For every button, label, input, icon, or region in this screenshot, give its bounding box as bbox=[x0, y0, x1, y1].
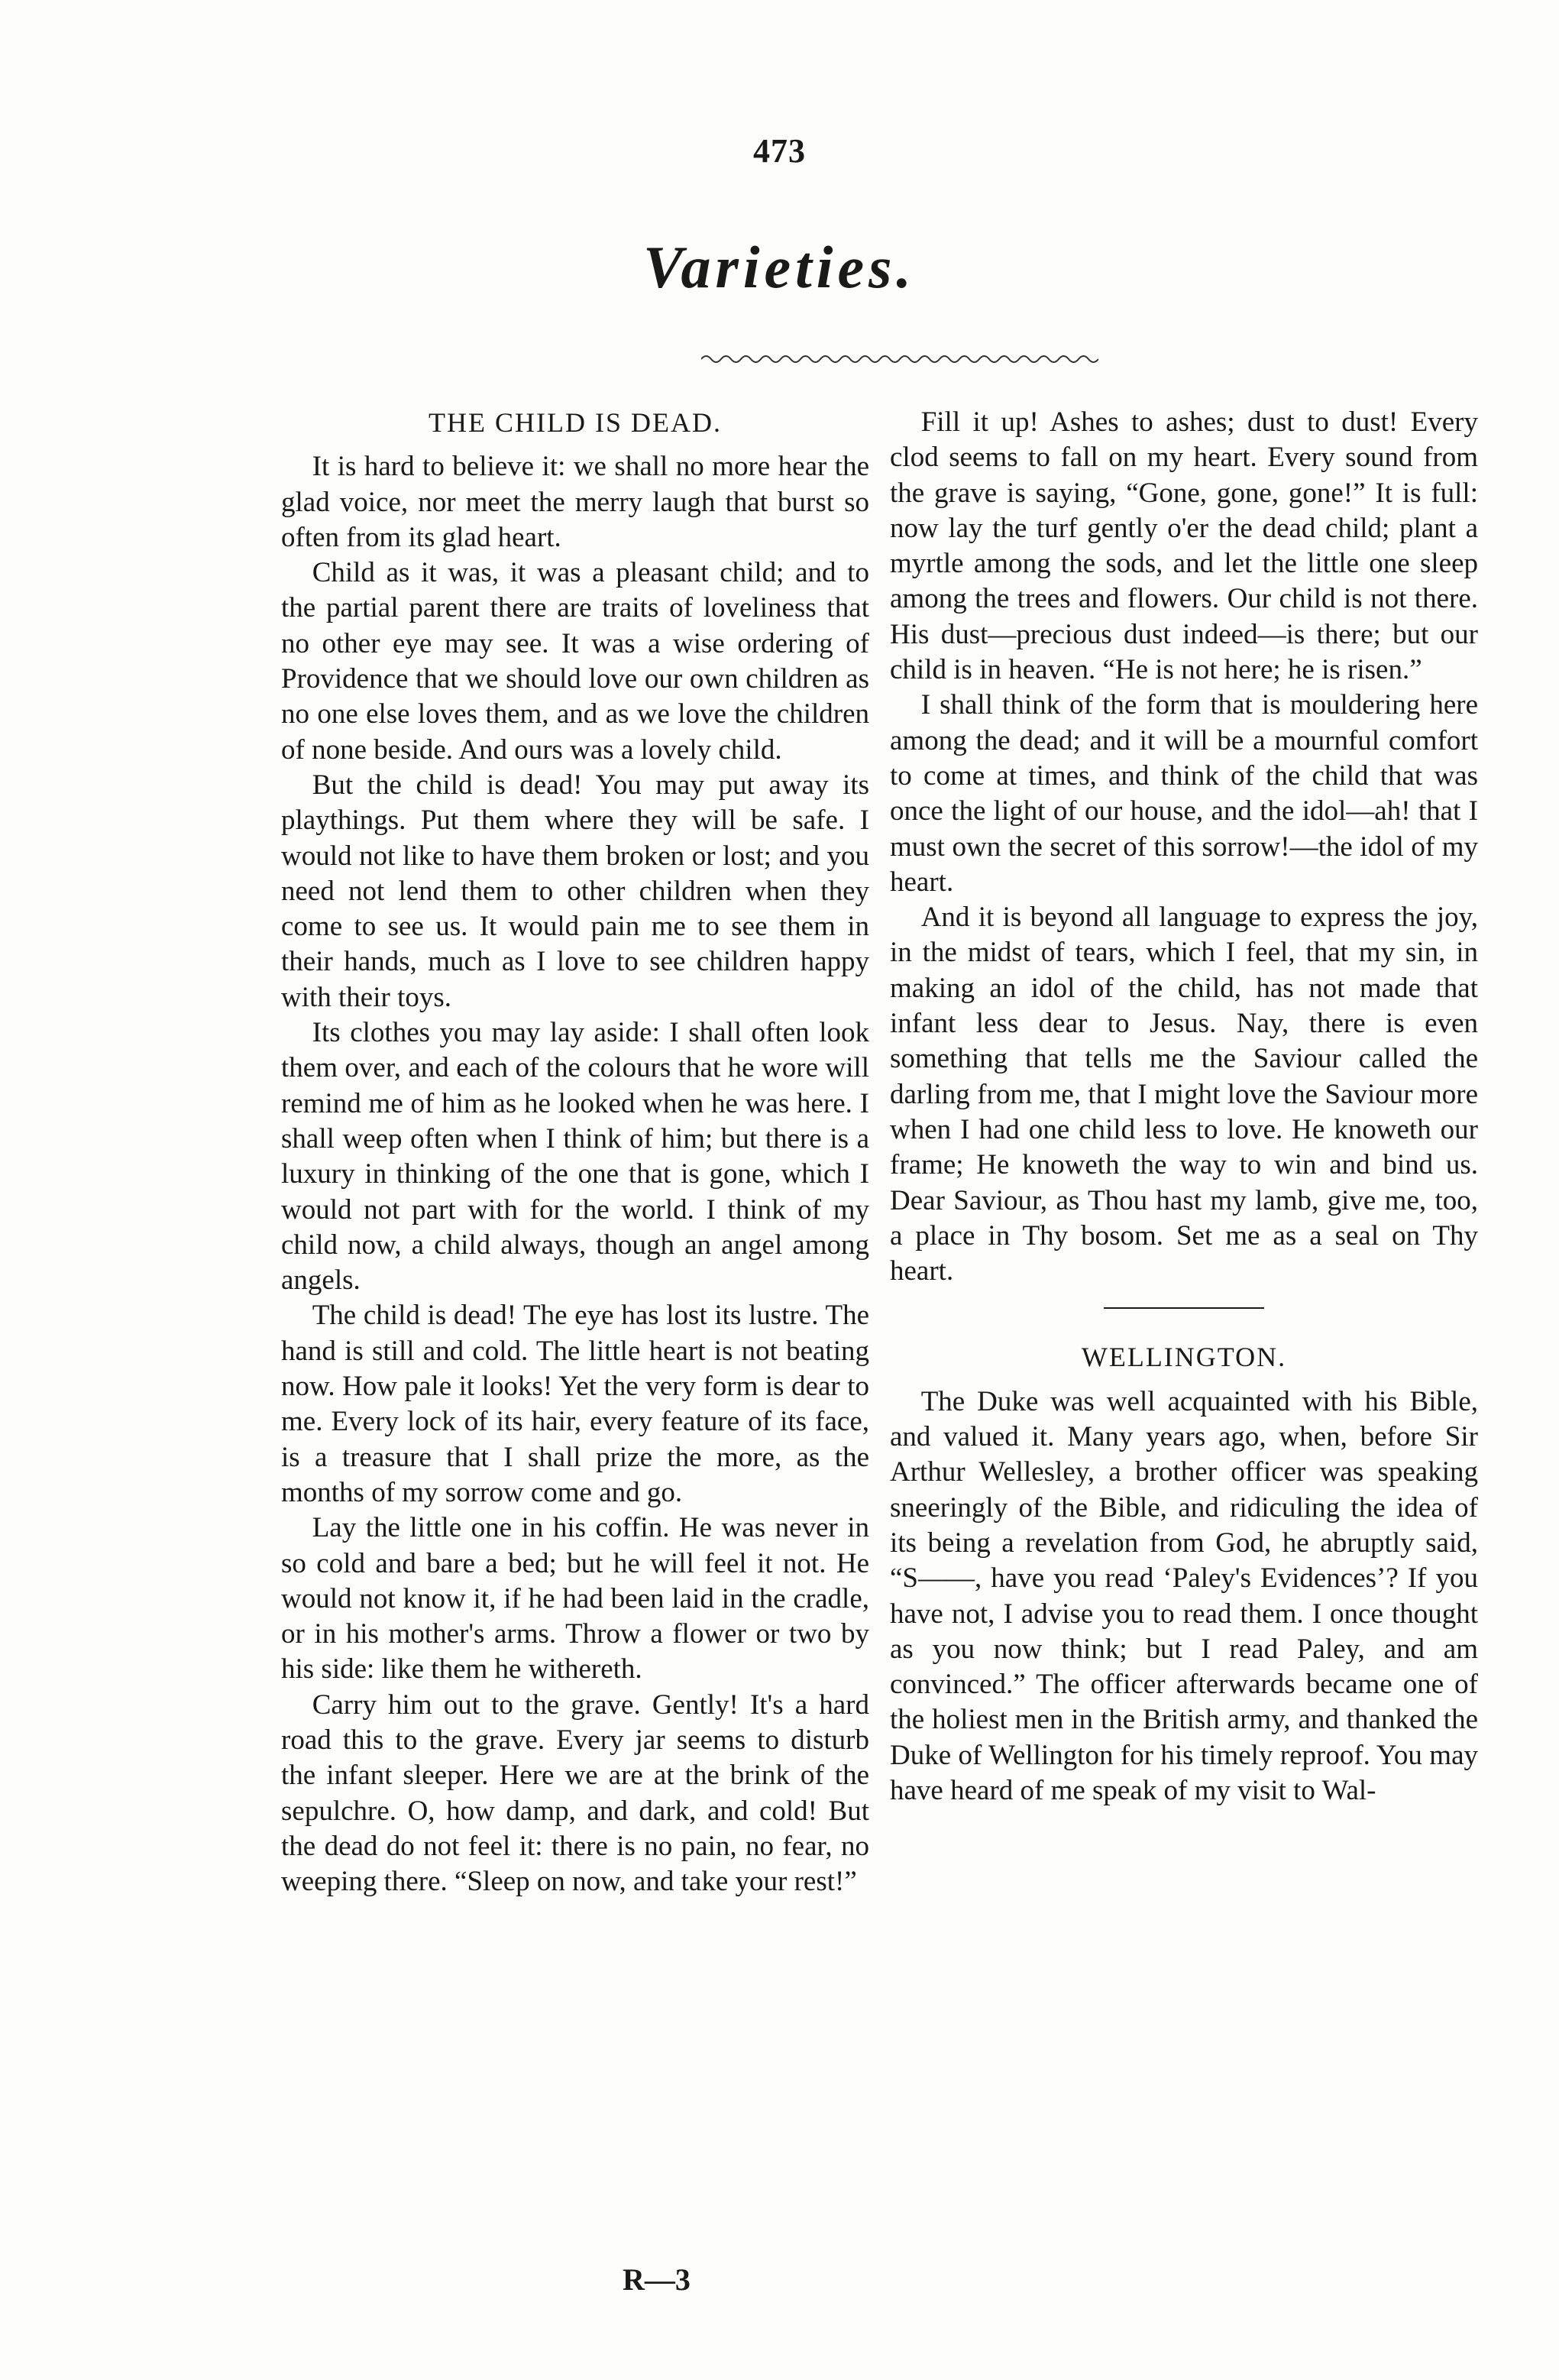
right-column bbox=[890, 405, 1478, 1808]
paragraph: The Duke was well acquainted with his Bible, and valued it. Many years ago, when, before Sir Arthur Wellesley, a brother officer was speaking sneeringly of the Bible, and ridiculing the idea of its being a revelation from God, he abruptly said, “S——, have you read ‘Paley's Evidences’? If you have not, I advise you to read them. I once thought as you now think; but I read Paley, and am convinced.” The officer afterwards became one of the holiest men in the British army, and thanked the Duke of Wellington for his timely reproof. You may have heard of me speak of my visit to Wal- bbox=[890, 1385, 1478, 1806]
paragraph: And it is beyond all language to express the joy, in the midst of tears, which I feel, that my sin, in making an idol of the child, has not made that infant less dear to Jesus. Nay, there is even something that tells me the Saviour called the darling from me, that I might love the Saviour more when I had one child less to love. He knoweth our frame; He knoweth the way to win and bind us. Dear Saviour, as Thou hast my lamb, give me, too, a place in Thy bosom. Set me as a seal on Thy heart. bbox=[890, 902, 1478, 1287]
paragraph: Fill it up! Ashes to ashes; dust to dust! Every clod seems to fall on my heart. Every sound from the grave is saying, “Gone, gone, gone!” It is full: now lay the turf gently o'er the dead child; plant a myrtle among the sods, and let the little one sleep among the trees and flowers. Our child is not there. His dust—precious dust indeed—is there; but our child is in heaven. “He is not here; he is risen.” bbox=[890, 406, 1478, 686]
paragraph: Child as it was, it was a pleasant child; and to the partial parent there are traits of loveliness that no other eye may see. It was a wise ordering of Providence that we should love our own children as no one else loves them, and as we love the children of none beside. And ours was a lovely child. bbox=[281, 557, 869, 766]
article-title-child-is-dead: THE CHILD IS DEAD. bbox=[429, 407, 722, 438]
section-rule bbox=[1104, 1307, 1264, 1309]
left-column bbox=[281, 405, 869, 1899]
paragraph: It is hard to believe it: we shall no more hear the glad voice, nor meet the merry laugh that burst so often from its glad heart. bbox=[281, 451, 869, 553]
paragraph: Lay the little one in his coffin. He was never in so cold and bare a bed; but he will feel it not. He would not know it, if he had been laid in the cradle, or in his mother's arms. Throw a flower or two by his side: like them he withereth. bbox=[281, 1512, 869, 1685]
paragraph: Carry him out to the grave. Gently! It's a hard road this to the grave. Every jar seems to disturb the infant sleeper. Here we are at the brink of the sepulchre. O, how damp, and dark, and cold! But the dead do not feel it: there is no pain, no fear, no weeping there. “Sleep on now, and take your rest!” bbox=[281, 1689, 869, 1898]
signature-mark: R—3 bbox=[623, 2262, 691, 2297]
paragraph: Its clothes you may lay aside: I shall often look them over, and each of the colours that he wore will remind me of him as he looked when he was here. I shall weep often when I think of him; but there is a luxury in thinking of the one that is gone, which I would not part with for the world. I think of my child now, a child always, though an angel among angels. bbox=[281, 1017, 869, 1297]
page-number: 473 bbox=[753, 132, 806, 170]
paragraph: The child is dead! The eye has lost its lustre. The hand is still and cold. The little heart is not beating now. How pale it looks! Yet the very form is dear to me. Every lock of its hair, every feature of its face, is a treasure that I shall prize the more, as the months of my sorrow come and go. bbox=[281, 1300, 869, 1508]
wavy-divider bbox=[701, 351, 1098, 367]
article-title-wellington: WELLINGTON. bbox=[1081, 1342, 1287, 1373]
section-title: Varieties. bbox=[643, 234, 916, 300]
paragraph: I shall think of the form that is mouldering here among the dead; and it will be a mournful comfort to come at times, and think of the child that was once the light of our house, and the idol—ah! that I must own the secret of this sorrow!—the idol of my heart. bbox=[890, 689, 1478, 898]
paragraph: But the child is dead! You may put away its playthings. Put them where they will be safe. I would not like to have them broken or lost; and you need not lend them to other children when they come to see us. It would pain me to see them in their hands, much as I love to see children happy with their toys. bbox=[281, 769, 869, 1013]
